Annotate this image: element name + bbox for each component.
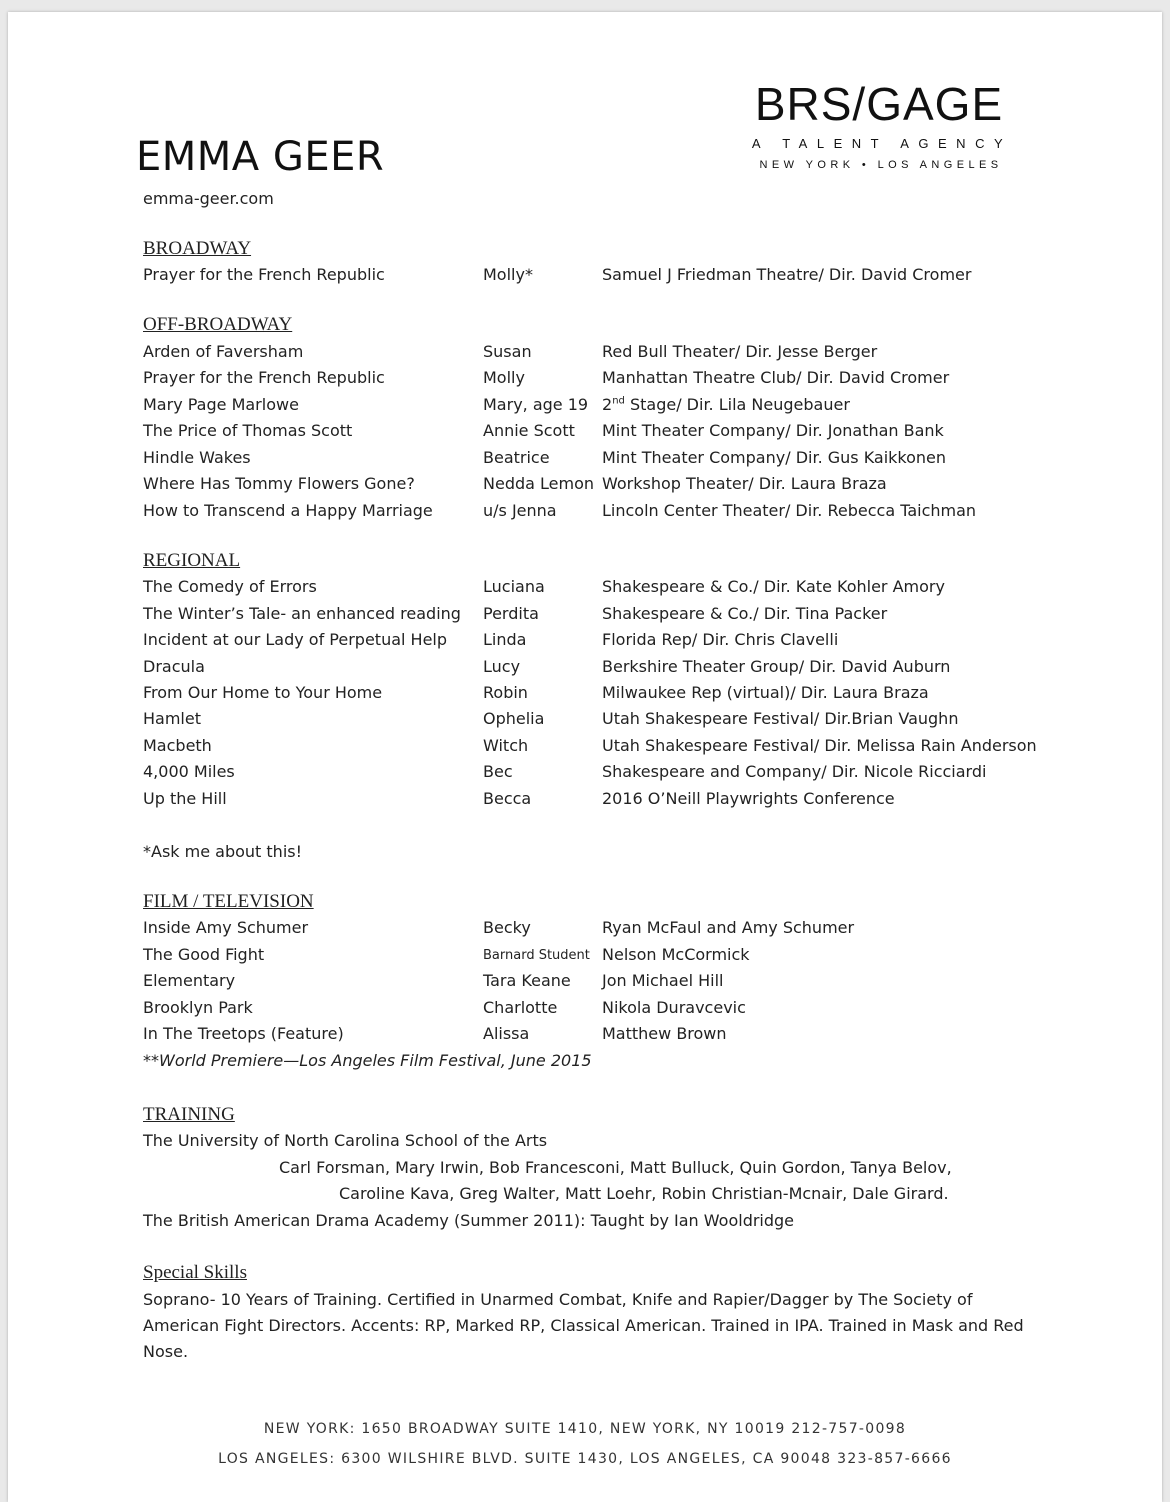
credit-role: Alissa (483, 1024, 530, 1043)
credit-venue (602, 395, 850, 414)
credit-row (0, 395, 1170, 421)
credit-role: Perdita (483, 604, 539, 623)
website-link[interactable]: emma-geer.com (143, 189, 274, 208)
section-title-regional: REGIONAL (143, 550, 241, 571)
credit-role: Linda (483, 630, 527, 649)
training-teachers-line-1: Carl Forsman, Mary Irwin, Bob Francesconi, Matt Bulluck, Quin Gordon, Tanya Belov, (279, 1158, 952, 1177)
credit-show: 4,000 Miles (143, 762, 235, 781)
footnote-ask-me: *Ask me about this! (143, 842, 303, 861)
credit-role: Mary, age 19 (483, 395, 589, 414)
credit-role: Molly (483, 368, 525, 387)
section-title-off-broadway: OFF-BROADWAY (143, 314, 293, 335)
credit-role: u/s Jenna (483, 501, 557, 520)
venue-rest: Stage/ Dir. Lila Neugebauer (629, 395, 850, 414)
credit-venue: Samuel J Friedman Theatre/ Dir. David Cromer (602, 265, 972, 284)
credit-row (0, 709, 1170, 735)
credit-row (0, 501, 1170, 527)
credit-row (0, 789, 1170, 815)
agency-logo (745, 78, 1013, 172)
credit-show: The Comedy of Errors (143, 577, 317, 596)
credit-venue: Mint Theater Company/ Dir. Gus Kaikkonen (602, 448, 947, 467)
training-teachers-line-2: Caroline Kava, Greg Walter, Matt Loehr, Robin Christian-Mcnair, Dale Girard. (339, 1184, 949, 1203)
credit-venue: Red Bull Theater/ Dir. Jesse Berger (602, 342, 878, 361)
credit-row (0, 1024, 1170, 1050)
credit-role: Lucy (483, 657, 521, 676)
credit-row (0, 657, 1170, 683)
credit-venue: Utah Shakespeare Festival/ Dir.Brian Vaughn (602, 709, 959, 728)
credit-role: Charlotte (483, 998, 558, 1017)
credit-show: The Winter’s Tale- an enhanced reading (143, 604, 461, 623)
credit-row (0, 630, 1170, 656)
credit-row (0, 474, 1170, 500)
credit-director: Jon Michael Hill (602, 971, 724, 990)
credit-venue: Shakespeare & Co./ Dir. Tina Packer (602, 604, 888, 623)
credit-role: Barnard Student (483, 948, 590, 963)
credit-venue: Manhattan Theatre Club/ Dir. David Cromer (602, 368, 950, 387)
credit-role: Robin (483, 683, 528, 702)
credit-role: Susan (483, 342, 532, 361)
credit-show: In The Treetops (Feature) (143, 1024, 344, 1043)
credit-role: Annie Scott (483, 421, 575, 440)
credit-show: Macbeth (143, 736, 212, 755)
credit-row (0, 265, 1170, 291)
credit-show: Prayer for the French Republic (143, 368, 385, 387)
credit-show: Up the Hill (143, 789, 227, 808)
credit-show: Arden of Faversham (143, 342, 304, 361)
credit-role: Beatrice (483, 448, 550, 467)
credit-row (0, 998, 1170, 1024)
credit-show: Where Has Tommy Flowers Gone? (143, 474, 415, 493)
credit-venue: Mint Theater Company/ Dir. Jonathan Bank (602, 421, 944, 440)
footer-new-york-address: NEW YORK: 1650 BROADWAY SUITE 1410, NEW YORK, NY 10019 212-757-0098 (263, 1421, 907, 1437)
section-title-film-tv: FILM / TELEVISION (143, 891, 314, 912)
venue-prefix: 2 (602, 395, 613, 414)
credit-show: Hamlet (143, 709, 201, 728)
credit-row (0, 918, 1170, 944)
agency-logo-main: BRS/GAGE (754, 78, 1004, 130)
credit-row (0, 736, 1170, 762)
credit-venue: Berkshire Theater Group/ Dir. David Auburn (602, 657, 951, 676)
venue-superscript: nd (612, 395, 625, 407)
credit-row (0, 368, 1170, 394)
credit-role: Luciana (483, 577, 545, 596)
credit-show: How to Transcend a Happy Marriage (143, 501, 433, 520)
credit-venue: Milwaukee Rep (virtual)/ Dir. Laura Braza (602, 683, 929, 702)
credit-director: Ryan McFaul and Amy Schumer (602, 918, 855, 937)
credit-show: From Our Home to Your Home (143, 683, 383, 702)
actor-name: EMMA GEER (136, 134, 385, 180)
credit-director: Nikola Duravcevic (602, 998, 746, 1017)
footnote-world-premiere: **World Premiere—Los Angeles Film Festival, June 2015 (143, 1051, 592, 1070)
credit-row (0, 971, 1170, 997)
credit-show: Hindle Wakes (143, 448, 251, 467)
section-title-broadway: BROADWAY (143, 238, 252, 259)
credit-venue: 2016 O’Neill Playwrights Conference (602, 789, 895, 808)
credit-role: Bec (483, 762, 513, 781)
credit-row (0, 577, 1170, 603)
credit-row (0, 683, 1170, 709)
credit-show: Elementary (143, 971, 236, 990)
credit-venue: Shakespeare and Company/ Dir. Nicole Ricciardi (602, 762, 987, 781)
credit-role: Molly* (483, 265, 533, 284)
credit-show: The Good Fight (143, 945, 265, 964)
credit-show: Dracula (143, 657, 205, 676)
section-title-special-skills: Special Skills (143, 1262, 247, 1283)
credit-role: Tara Keane (483, 971, 571, 990)
special-skills-text: Soprano- 10 Years of Training. Certified in Unarmed Combat, Knife and Rapier/Dagger by The Society of American Fight Directors. Accents: RP, Marked RP, Classical American. Trained in IPA. Trained in Mask and Red Nose. (143, 1290, 1024, 1361)
credit-role: Becca (483, 789, 532, 808)
credit-show: The Price of Thomas Scott (143, 421, 353, 440)
credit-role: Ophelia (483, 709, 545, 728)
credit-show: Prayer for the French Republic (143, 265, 385, 284)
training-school: The University of North Carolina School of the Arts (143, 1131, 548, 1150)
credit-show: Mary Page Marlowe (143, 395, 299, 414)
credit-director: Matthew Brown (602, 1024, 727, 1043)
credit-row (0, 762, 1170, 788)
credit-venue: Shakespeare & Co./ Dir. Kate Kohler Amory (602, 577, 945, 596)
credit-row (0, 342, 1170, 368)
credit-director: Nelson McCormick (602, 945, 750, 964)
credit-role: Becky (483, 918, 531, 937)
credit-role: Witch (483, 736, 529, 755)
credit-show: Inside Amy Schumer (143, 918, 309, 937)
credit-show: Brooklyn Park (143, 998, 253, 1017)
agency-logo-cities: NEW YORK • LOS ANGELES (759, 159, 1003, 171)
credit-row (0, 604, 1170, 630)
credit-venue: Workshop Theater/ Dir. Laura Braza (602, 474, 887, 493)
footer-los-angeles-address: LOS ANGELES: 6300 WILSHIRE BLVD. SUITE 1430, LOS ANGELES, CA 90048 323-857-6666 (218, 1451, 952, 1467)
credit-venue: Lincoln Center Theater/ Dir. Rebecca Taichman (602, 501, 977, 520)
credit-venue: Florida Rep/ Dir. Chris Clavelli (602, 630, 839, 649)
credit-row (0, 945, 1170, 971)
training-bada: The British American Drama Academy (Summer 2011): Taught by Ian Wooldridge (143, 1211, 795, 1230)
agency-logo-tagline: A TALENT AGENCY (751, 136, 1013, 151)
credit-row (0, 421, 1170, 447)
credit-row (0, 448, 1170, 474)
credit-venue: Utah Shakespeare Festival/ Dir. Melissa Rain Anderson (602, 736, 1037, 755)
section-title-training: TRAINING (143, 1104, 235, 1125)
credit-role: Nedda Lemon (483, 474, 595, 493)
credit-show: Incident at our Lady of Perpetual Help (143, 630, 448, 649)
